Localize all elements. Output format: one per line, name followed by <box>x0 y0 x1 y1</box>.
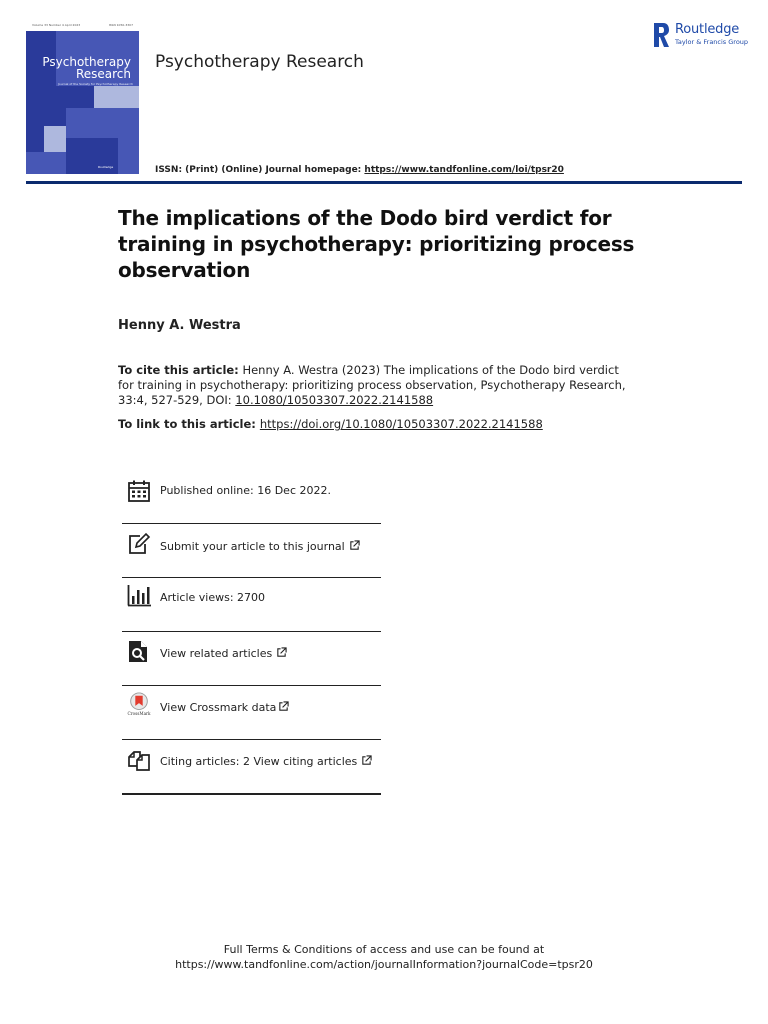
external-link-icon <box>278 701 289 712</box>
cover-title-line1: Psychotherapy <box>42 55 131 69</box>
citing-articles-text: Citing articles: 2 View citing articles <box>160 755 358 768</box>
cover-title <box>26 56 131 80</box>
bar-chart-icon <box>127 584 151 608</box>
published-online-text: Published online: 16 Dec 2022. <box>160 484 331 497</box>
cover-block <box>66 108 139 138</box>
cover-subtitle: Journal of the Society for Psychotherapy Research <box>58 82 133 86</box>
cover-title-line2: Research <box>75 67 131 81</box>
article-info-list <box>122 470 381 795</box>
routledge-logo-icon <box>652 22 671 48</box>
external-link-icon <box>349 540 360 551</box>
related-articles-link[interactable] <box>160 647 287 660</box>
header-divider <box>26 181 742 184</box>
submit-article-text: Submit your article to this journal <box>160 540 345 553</box>
footer-terms-url[interactable]: https://www.tandfonline.com/action/journalInformation?journalCode=tpsr20 <box>175 958 593 971</box>
citing-articles-link[interactable] <box>160 755 372 768</box>
article-title: The implications of the Dodo bird verdict for training in psychotherapy: prioritizing process observation <box>118 206 635 282</box>
article-author: Henny A. Westra <box>118 318 241 333</box>
external-link-icon <box>276 647 287 658</box>
footer-terms-text: Full Terms & Conditions of access and use can be found at <box>223 943 545 956</box>
doi-link[interactable]: 10.1080/10503307.2022.2141588 <box>235 393 434 407</box>
article-views-text: Article views: 2700 <box>160 591 266 604</box>
citation-block <box>118 363 638 408</box>
article-views-row <box>122 578 381 632</box>
calendar-icon <box>127 479 151 503</box>
external-link-icon <box>361 755 372 766</box>
crossmark-link[interactable] <box>160 701 289 714</box>
cover-publisher: Routledge <box>98 165 114 169</box>
cover-block <box>44 126 66 152</box>
link-label: To link to this article: <box>118 417 260 431</box>
cover-volume-text: Volume 33 Number 4 April 2023 <box>32 23 81 27</box>
submit-article-row[interactable] <box>122 524 381 578</box>
journal-cover-image[interactable] <box>26 22 139 174</box>
cover-issn-text: ISSN 1050-3307 <box>108 23 133 27</box>
citation-label: To cite this article: <box>118 363 239 377</box>
crossmark-icon <box>127 692 151 716</box>
published-online-row <box>122 470 381 524</box>
edit-icon <box>127 532 151 556</box>
crossmark-row[interactable] <box>122 686 381 740</box>
publisher-logo[interactable] <box>652 22 752 50</box>
issn-line <box>155 165 564 175</box>
crossmark-logo-text: CrossMark <box>127 711 151 716</box>
footer <box>0 942 768 972</box>
article-doi-url-link[interactable]: https://doi.org/10.1080/10503307.2022.2141588 <box>259 417 543 431</box>
article-link-line <box>118 417 543 431</box>
submit-article-link[interactable] <box>160 540 360 553</box>
search-document-icon <box>127 639 151 663</box>
related-articles-text: View related articles <box>160 647 273 660</box>
cover-block <box>118 138 139 174</box>
issn-text: ISSN: (Print) (Online) Journal homepage: <box>155 165 365 175</box>
journal-title: Psychotherapy Research <box>155 52 364 72</box>
cover-block <box>26 152 66 174</box>
publisher-group: Taylor & Francis Group <box>675 38 749 46</box>
publisher-name: Routledge <box>675 22 740 37</box>
cover-block <box>94 86 139 108</box>
citing-articles-icon <box>127 749 151 773</box>
citation-text: Henny A. Westra (2023) The implications of the Dodo bird verdict for training in psychotherapy: prioritizing process observation, Psychotherapy Research, 33:4, 527-529, DOI: <box>118 363 626 407</box>
journal-homepage-link[interactable]: https://www.tandfonline.com/loi/tpsr20 <box>364 165 564 175</box>
citing-articles-row[interactable] <box>122 740 381 795</box>
related-articles-row[interactable] <box>122 632 381 686</box>
cover-header-strip <box>26 22 139 31</box>
crossmark-text: View Crossmark data <box>160 701 277 714</box>
